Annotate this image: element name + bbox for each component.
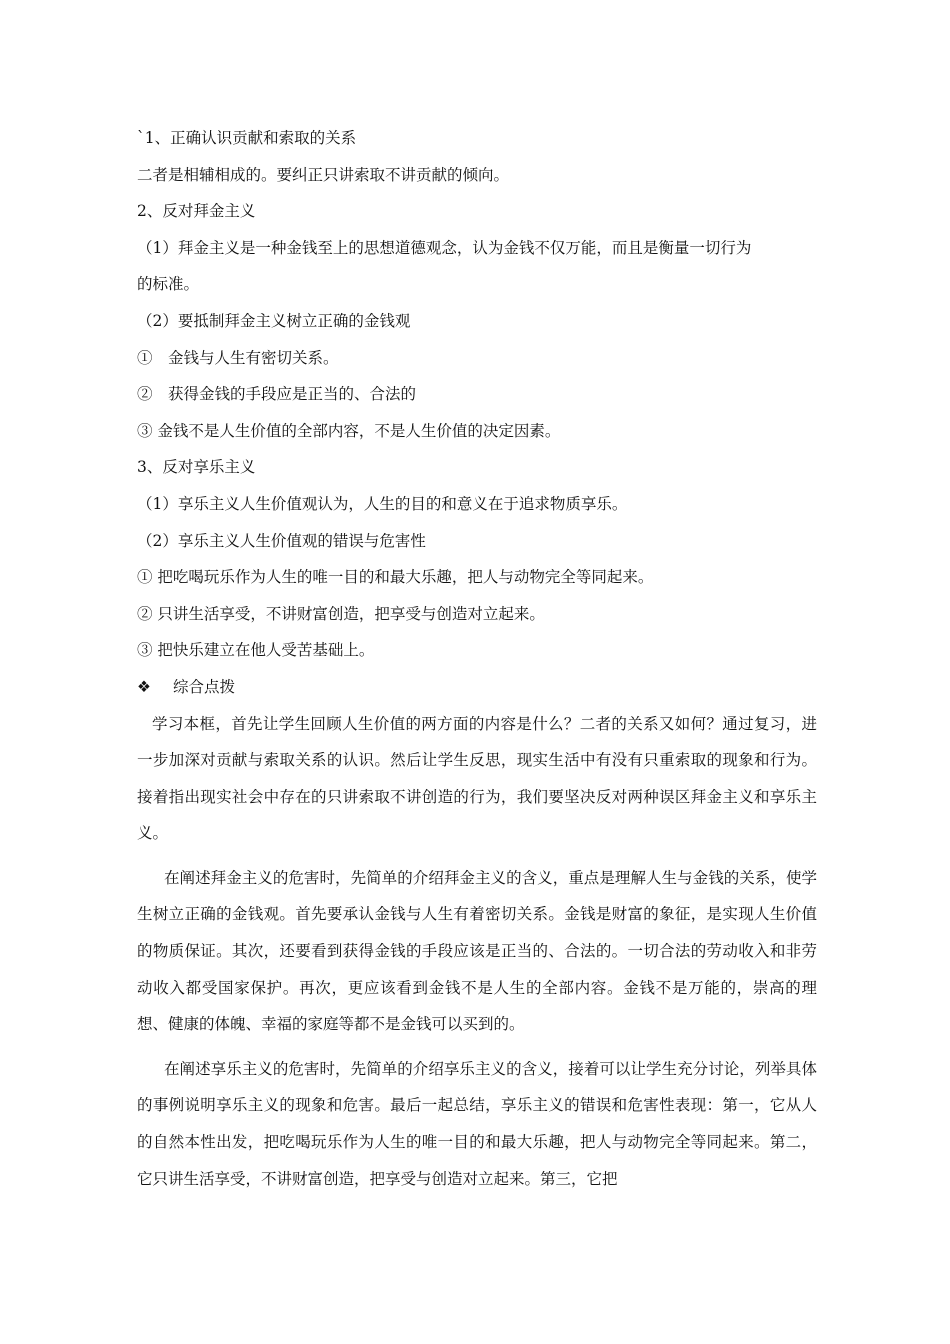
heading-oppose-hedonism: 3、反对享乐主义 [137,458,256,477]
diamond-bullet-icon: ❖ [137,677,151,696]
section-title: 综合点拨 [173,677,236,696]
heading-contribution-relation: `1、正确认识贡献和索取的关系 [137,129,357,147]
list-item-money-1: ① 金钱与人生有密切关系。 [137,348,339,367]
text-money-worship-definition-1: （1）拜金主义是一种金钱至上的思想道德观念，认为金钱不仅万能，而且是衡量一切行为 [137,238,752,257]
text-money-worship-definition-2: 的标准。 [137,275,200,294]
text-hedonism-definition: （1）享乐主义人生价值观认为，人生的目的和意义在于追求物质享乐。 [137,494,628,513]
list-item-hedonism-2: ② 只讲生活享受，不讲财富创造，把享受与创造对立起来。 [137,604,545,623]
text-complementary: 二者是相辅相成的。要纠正只讲索取不讲贡献的倾向。 [137,165,510,184]
paragraph-money-worship: 在阐述拜金主义的危害时，先简单的介绍拜金主义的含义，重点是理解人生与金钱的关系，使学生树立正确的金钱观。首先要承认金钱与人生有着密切关系。金钱是财富的象征，是实现人生价值的物质保证。其次，还要看到获得金钱的手段应该是正当的、合法的。一切合法的劳动收入和非劳动收入都受国家保护。再次，更应该看到金钱不是人生的全部内容。金钱不是万能的，崇高的理想、健康的体魄、幸福的家庭等都不是金钱可以买到的。 [137,868,817,1034]
text-hedonism-harm: （2）享乐主义人生价值观的错误与危害性 [137,531,426,550]
text-correct-money-view: （2）要抵制拜金主义树立正确的金钱观 [137,311,411,330]
document-page [137,120,817,1197]
list-item-money-3: ③ 金钱不是人生价值的全部内容，不是人生价值的决定因素。 [137,421,561,440]
paragraph-overview: 学习本框，首先让学生回顾人生价值的两方面的内容是什么？二者的关系又如何？通过复习，进一步加深对贡献与索取关系的认识。然后让学生反思，现实生活中有没有只重索取的现象和行为。接着指出现实社会中存在的只讲索取不讲创造的行为，我们要坚决反对两种误区拜金主义和享乐主义。 [137,714,817,843]
heading-oppose-money-worship: 2、反对拜金主义 [137,202,256,221]
paragraph-hedonism: 在阐述享乐主义的危害时，先简单的介绍享乐主义的含义，接着可以让学生充分讨论，列举具体的事例说明享乐主义的现象和危害。最后一起总结，享乐主义的错误和危害性表现：第一，它从人的自然本性出发，把吃喝玩乐作为人生的唯一目的和最大乐趣，把人与动物完全等同起来。第二，它只讲生活享受，不讲财富创造，把享受与创造对立起来。第三，它把 [137,1059,817,1188]
list-item-hedonism-3: ③ 把快乐建立在他人受苦基础上。 [137,641,375,660]
list-item-money-2: ② 获得金钱的手段应是正当的、合法的 [137,385,417,404]
section-heading [137,669,817,706]
list-item-hedonism-1: ① 把吃喝玩乐作为人生的唯一目的和最大乐趣，把人与动物完全等同起来。 [137,568,654,587]
